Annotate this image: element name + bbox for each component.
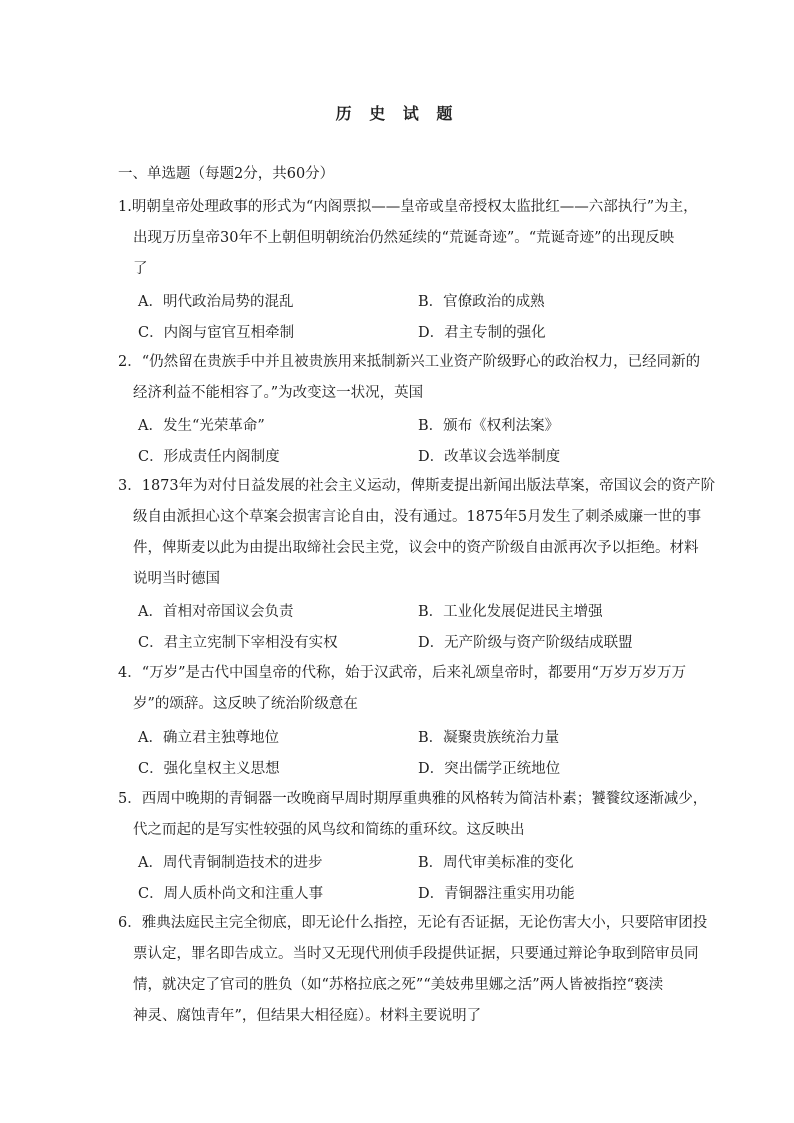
section-heading: 一、单选题（每题2分，共60分）: [118, 166, 335, 182]
option-d[interactable]: D．无产阶级与资产阶级结成联盟: [418, 635, 633, 651]
option-c[interactable]: C．内阁与宦官互相牵制: [138, 325, 295, 341]
question-text-line: 6．雅典法庭民主完全彻底，即无论什么指控，无论有否证据，无论伤害大小，只要陪审团投: [118, 915, 708, 931]
question-text-line: 神灵、腐蚀青年”，但结果大相径庭）。材料主要说明了: [133, 1008, 482, 1024]
question-text-line: 5．西周中晚期的青铜器一改晚商早周时期厚重典雅的风格转为简洁朴素；饕餮纹逐渐减少，: [118, 791, 708, 807]
question-text-line: 出现万历皇帝30年不上朝但明朝统治仍然延续的“荒诞奇迹”。“荒诞奇迹”的出现反映: [133, 230, 675, 246]
option-a[interactable]: A．明代政治局势的混乱: [138, 294, 294, 310]
option-d[interactable]: D．改革议会选举制度: [418, 449, 561, 465]
question-text-line: 岁”的颂辞。这反映了统治阶级意在: [133, 696, 358, 712]
option-d[interactable]: D．突出儒学正统地位: [418, 761, 561, 777]
option-c[interactable]: C．形成责任内阁制度: [138, 449, 280, 465]
option-d[interactable]: D．青铜器注重实用功能: [418, 886, 575, 902]
question-text-line: 经济利益不能相容了。”为改变这一状况，英国: [133, 385, 424, 401]
question-text-line: 情，就决定了官司的胜负（如“苏格拉底之死”“美妓弗里娜之活”两人皆被指控“亵渎: [133, 977, 664, 993]
option-c[interactable]: C．周人质朴尚文和注重人事: [138, 886, 324, 902]
option-d[interactable]: D．君主专制的强化: [418, 325, 546, 341]
option-a[interactable]: A．周代青铜制造技术的进步: [138, 855, 323, 871]
question-text-line: 件，俾斯麦以此为由提出取缔社会民主党，议会中的资产阶级自由派再次予以拒绝。材料: [133, 540, 699, 556]
question-text-line: 票认定，罪名即告成立。当时又无现代刑侦手段提供证据，只要通过辩论争取到陪审员同: [133, 946, 699, 962]
option-a[interactable]: A．确立君主独尊地位: [138, 730, 279, 746]
option-a[interactable]: A．发生“光荣革命”: [138, 418, 265, 434]
option-b[interactable]: B．颁布《权利法案》: [418, 418, 560, 434]
option-b[interactable]: B．凝聚贵族统治力量: [418, 730, 560, 746]
question-text-line: 4．“万岁”是古代中国皇帝的代称，始于汉武帝，后来礼颂皇帝时，都要用“万岁万岁万万: [118, 665, 686, 681]
question-text-line: 说明当时德国: [133, 571, 220, 587]
question-text-line: 了: [133, 261, 148, 277]
question-text-line: 级自由派担心这个草案会损害言论自由，没有通过。1875年5月发生了刺杀威廉一世的事: [133, 509, 702, 525]
question-text-line: 代之而起的是写实性较强的风鸟纹和简练的重环纹。这反映出: [133, 822, 525, 838]
question-text-line: 3．1873年为对付日益发展的社会主义运动，俾斯麦提出新闻出版法草案，帝国议会的资产阶: [118, 478, 716, 494]
option-b[interactable]: B．工业化发展促进民主增强: [418, 604, 603, 620]
option-c[interactable]: C．强化皇权主义思想: [138, 761, 280, 777]
option-a[interactable]: A．首相对帝国议会负责: [138, 604, 294, 620]
page-title: 历 史 试 题: [335, 104, 459, 123]
question-text-line: 1.明朝皇帝处理政事的形式为“内阁票拟——皇帝或皇帝授权太监批红——六部执行”为主，: [118, 199, 698, 215]
option-b[interactable]: B．官僚政治的成熟: [418, 294, 545, 310]
option-c[interactable]: C．君主立宪制下宰相没有实权: [138, 635, 338, 651]
question-text-line: 2．“仍然留在贵族手中并且被贵族用来抵制新兴工业资产阶级野心的政治权力，已经同新的: [118, 354, 701, 370]
option-b[interactable]: B．周代审美标准的变化: [418, 855, 574, 871]
